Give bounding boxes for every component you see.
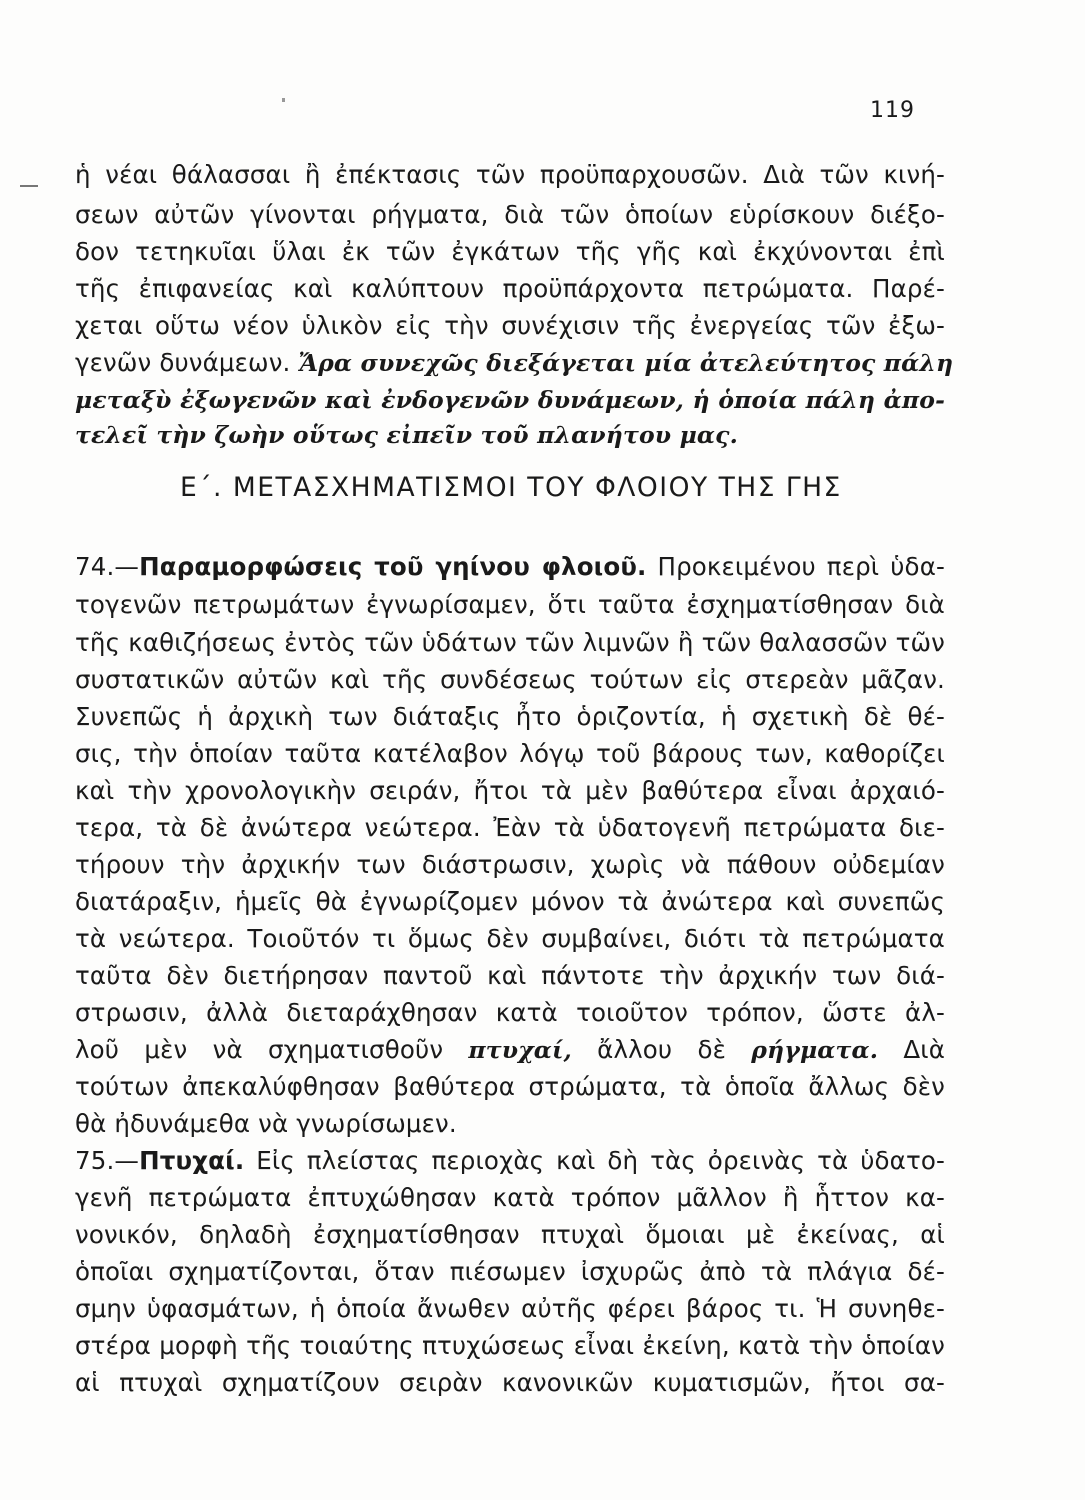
margin-dash-mark: [20, 185, 38, 187]
text-line: [75, 348, 954, 377]
plain-text: λοῦ μὲν νὰ σχηματισθοῦν: [75, 1035, 469, 1064]
text-line: διατάραξιν, ἡμεῖς θὰ ἐγνωρίζομεν μόνον τὰ ἀνώτερα καὶ συνεπῶς: [75, 887, 945, 916]
speck-mark: [282, 98, 285, 102]
paragraph-title: Πτυχαί.: [139, 1146, 245, 1175]
text-line: γενῆ πετρώματα ἐπτυχώθησαν κατὰ τρόπον μᾶλλον ἢ ἧττον κα-: [75, 1183, 945, 1212]
plain-text: Εἰς πλείστας περιοχὰς καὶ δὴ τὰς ὀρεινὰς τὰ ὑδατο-: [244, 1146, 945, 1175]
text-line: [75, 1035, 945, 1064]
text-line: σμην ὑφασμάτων, ἡ ὁποία ἄνωθεν αὐτῆς φέρει βάρος τι. Ἡ συνηθε-: [75, 1294, 945, 1323]
text-line: Συνεπῶς ἡ ἀρχικὴ των διάταξις ἦτο ὁριζοντία, ἡ σχετικὴ δὲ θέ-: [75, 702, 945, 731]
text-line: ἡ νέαι θάλασσαι ἢ ἐπέκτασις τῶν προϋπαρχουσῶν. Διὰ τῶν κινή-: [75, 160, 945, 189]
text-line: νονικόν, δηλαδὴ ἐσχηματίσθησαν πτυχαὶ ὅμοιαι μὲ ἐκείνας, αἱ: [75, 1220, 945, 1249]
emphasis-text: τελεῖ τὴν ζωὴν οὕτως εἰπεῖν τοῦ πλανήτου μας.: [75, 421, 738, 449]
paragraph-title: Παραμορφώσεις τοῦ γηίνου φλοιοῦ.: [139, 552, 647, 581]
paragraph-number: 75.—: [75, 1146, 140, 1175]
text-line: χεται οὕτω νέον ὑλικὸν εἰς τὴν συνέχισιν τῆς ἐνεργείας τῶν ἐξω-: [75, 311, 945, 340]
text-line: τὰ νεώτερα. Τοιοῦτόν τι ὅμως δὲν συμβαίνει, διότι τὰ πετρώματα: [75, 924, 945, 953]
text-line: καὶ τὴν χρονολογικὴν σειράν, ἤτοι τὰ μὲν βαθύτερα εἶναι ἀρχαιό-: [75, 776, 945, 805]
text-line: ὁποῖαι σχηματίζονται, ὅταν πιέσωμεν ἰσχυρῶς ἀπὸ τὰ πλάγια δέ-: [75, 1257, 945, 1286]
page-number: 119: [870, 98, 915, 123]
plain-text: ἄλλου δὲ: [571, 1035, 752, 1064]
emphasis-text: πτυχαί,: [468, 1036, 572, 1064]
text-line: στρωσιν, ἀλλὰ διεταράχθησαν κατὰ τοιοῦτον τρόπον, ὥστε ἀλ-: [75, 998, 945, 1027]
text-line: στέρα μορφὴ τῆς τοιαύτης πτυχώσεως εἶναι ἐκείνη, κατὰ τὴν ὁποίαν: [75, 1331, 945, 1360]
text-line: [75, 420, 945, 449]
text-line: τῆς ἐπιφανείας καὶ καλύπτουν προϋπάρχοντα πετρώματα. Παρέ-: [75, 274, 945, 303]
plain-text: Προκειμένου περὶ ὑδα-: [646, 552, 945, 581]
paragraph-number: 74.—: [75, 552, 140, 581]
text-line: τῆς καθιζήσεως ἐντὸς τῶν ὑδάτων τῶν λιμνῶν ἢ τῶν θαλασσῶν τῶν: [75, 628, 945, 657]
text-line: [75, 385, 945, 414]
text-line: τούτων ἀπεκαλύφθησαν βαθύτερα στρώματα, τὰ ὁποῖα ἄλλως δὲν: [75, 1072, 945, 1101]
text-line: θὰ ἠδυνάμεθα νὰ γνωρίσωμεν.: [75, 1109, 457, 1138]
text-line: συστατικῶν αὐτῶν καὶ τῆς συνδέσεως τούτων εἰς στερεὰν μᾶζαν.: [75, 665, 945, 694]
text-line: αἱ πτυχαὶ σχηματίζουν σειρὰν κανονικῶν κυματισμῶν, ἤτοι σα-: [75, 1368, 945, 1397]
emphasis-text: Ἄρα συνεχῶς διεξάγεται μία ἀτελεύτητος πάλη: [298, 349, 954, 377]
plain-text: Διὰ: [878, 1035, 945, 1064]
emphasis-text: ρήγματα.: [751, 1036, 879, 1064]
text-line: δον τετηκυῖαι ὕλαι ἐκ τῶν ἐγκάτων τῆς γῆς καὶ ἐκχύνονται ἐπὶ: [75, 237, 945, 266]
text-line: τήρουν τὴν ἀρχικήν των διάστρωσιν, χωρὶς νὰ πάθουν οὐδεμίαν: [75, 850, 945, 879]
section-heading: Ε΄. ΜΕΤΑΣΧΗΜΑΤΙΣΜΟΙ ΤΟΥ ΦΛΟΙΟΥ ΤΗΣ ΓΗΣ: [180, 472, 842, 503]
emphasis-text: μεταξὺ ἐξωγενῶν καὶ ἐνδογενῶν δυνάμεων, ἡ ὁποία πάλη ἀπο-: [75, 386, 945, 414]
text-line: τογενῶν πετρωμάτων ἐγνωρίσαμεν, ὅτι ταῦτα ἐσχηματίσθησαν διὰ: [75, 590, 945, 619]
plain-text: γενῶν δυνάμεων.: [75, 348, 299, 377]
paragraph-first-line: [75, 552, 945, 581]
text-line: σεων αὐτῶν γίνονται ρήγματα, διὰ τῶν ὁποίων εὑρίσκουν διέξο-: [75, 200, 945, 229]
text-line: ταῦτα δὲν διετήρησαν παντοῦ καὶ πάντοτε τὴν ἀρχικήν των διά-: [75, 961, 945, 990]
text-line: σις, τὴν ὁποίαν ταῦτα κατέλαβον λόγῳ τοῦ βάρους των, καθορίζει: [75, 739, 945, 768]
text-line: τερα, τὰ δὲ ἀνώτερα νεώτερα. Ἐὰν τὰ ὑδατογενῆ πετρώματα διε-: [75, 813, 945, 842]
paragraph-first-line: [75, 1146, 945, 1175]
